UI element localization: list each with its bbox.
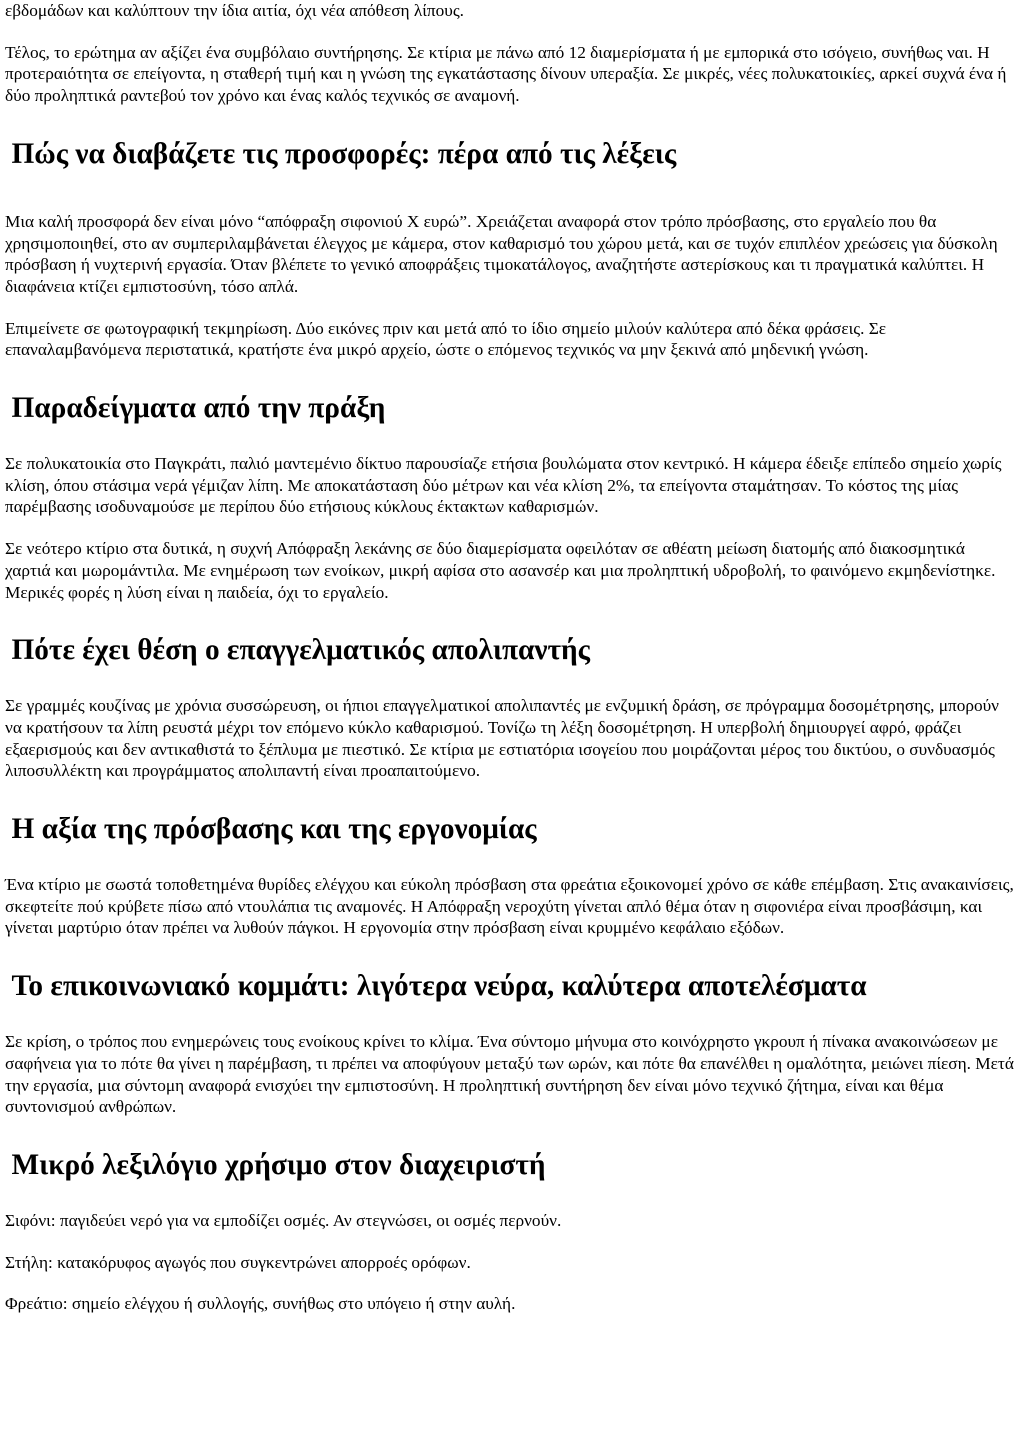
paragraph-continuation: εβδομάδων και καλύπτουν την ίδια αιτία, όχι νέα απόθεση λίπους.: [5, 1, 465, 20]
section-heading-reading-offers: Πώς να διαβάζετε τις προσφορές: πέρα από τις λέξεις: [11, 137, 677, 170]
paragraph: Σε πολυκατοικία στο Παγκράτι, παλιό μαντεμένιο δίκτυο παρουσίαζε ετήσια βουλώματα στον κεντρικό. Η κάμερα έδειξε επίπεδο σημείο χωρίς κλίση, όπου στάσιμα νερά γέμιζαν λίπη. Με αποκατάσταση δύο μέτρων και νέα κλίση 2%, τα επείγοντα σταμάτησαν. Το κόστος της μίας παρέμβασης ισοδυναμούσε με περίπου δύο ετήσιους κύκλους έκτακτων καθαρισμών.: [5, 454, 1002, 517]
section-heading-degreaser: Πότε έχει θέση ο επαγγελματικός απολιπαντής: [11, 634, 590, 667]
section-heading-practice-examples: Παραδείγματα από την πράξη: [11, 392, 386, 425]
paragraph: Μια καλή προσφορά δεν είναι μόνο “απόφραξη σιφονιού X ευρώ”. Χρειάζεται αναφορά στον τρόπο πρόσβασης, στο εργαλείο που θα χρησιμοποιηθεί, στο αν συμπεριλαμβάνεται έλεγχος με κάμερα, στον καθαρισμό του χώρου μετά, και σε τυχόν επιπλέον χρεώσεις για δύσκολη πρόσβαση ή νυχτερινή εργασία. Όταν βλέπετε το γενικό αποφράξεις τιμοκατάλογος, αναζητήστε αστερίσκους και τι πραγματικά καλύπτει. Η διαφάνεια κτίζει εμπιστοσύνη, τόσο απλά.: [5, 211, 998, 296]
glossary-item-stack: Στήλη: κατακόρυφος αγωγός που συγκεντρώνει απορροές ορόφων.: [5, 1252, 471, 1272]
paragraph: Σε κρίση, ο τρόπος που ενημερώνεις τους ενοίκους κρίνει το κλίμα. Ένα σύντομο μήνυμα στο κοινόχρηστο γκρουπ ή πίνακα ανακοινώσεων με σαφήνεια για το πότε θα γίνει η παρέμβαση, τι πρέπει να αποφύγουν μεταξύ των ωρών, και πότε θα επανέλθει η ομαλότητα, μειώνει πίεση. Μετά την εργασία, μια σύντομη αναφορά ενισχύει την εμπιστοσύνη. Η προληπτική συντήρηση δεν είναι μόνο τεχνικό ζήτημα, είναι και θέμα συντονισμού ανθρώπων.: [5, 1032, 1014, 1117]
section-heading-access-ergonomics: Η αξία της πρόσβασης και της εργονομίας: [11, 813, 537, 846]
glossary-item-manhole: Φρεάτιο: σημείο ελέγχου ή συλλογής, συνήθως στο υπόγειο ή στην αυλή.: [5, 1294, 516, 1314]
article-body: [5, 0, 1014, 1315]
intro-paragraph: Τέλος, το ερώτημα αν αξίζει ένα συμβόλαιο συντήρησης. Σε κτίρια με πάνω από 12 διαμερίσματα ή με εμπορικά στο ισόγειο, συνήθως ναι. Η προτεραιότητα σε επείγοντα, η σταθερή τιμή και η γνώση της εγκατάστασης δίνουν υπεραξία. Σε μικρές, νέες πολυκατοικίες, αρκεί συχνά ένα ή δύο προληπτικά ραντεβού τον χρόνο και ένας καλός τεχνικός σε αναμονή.: [5, 42, 1007, 106]
paragraph: Σε νεότερο κτίριο στα δυτικά, η συχνή Απόφραξη λεκάνης σε δύο διαμερίσματα οφειλόταν σε αθέατη μείωση διατομής από διακοσμητικά χαρτιά και μωρομάντιλα. Με ενημέρωση των ενοίκων, μικρή αφίσα στο ασανσέρ και μια προληπτική υδροβολή, το φαινόμενο εκμηδενίστηκε. Μερικές φορές η λύση είναι η παιδεία, όχι το εργαλείο.: [5, 539, 996, 602]
section-heading-glossary: Μικρό λεξιλόγιο χρήσιμο στον διαχειριστή: [11, 1148, 546, 1181]
paragraph: Ένα κτίριο με σωστά τοποθετημένα θυρίδες ελέγχου και εύκολη πρόσβαση στα φρεάτια εξοικονομεί χρόνο σε κάθε επέμβαση. Στις ανακαινίσεις, σκεφτείτε πού κρύβετε πίσω από ντουλάπια τις αναμονές. Η Απόφραξη νεροχύτη γίνεται απλό θέμα όταν η σιφονιέρα είναι προσβάσιμη, και γίνεται μαρτύριο όταν πρέπει να λυθούν πάγκοι. Η εργονομία στην πρόσβαση είναι κρυμμένο κεφάλαιο εξόδων.: [5, 875, 1014, 938]
section-heading-communication: Το επικοινωνιακό κομμάτι: λιγότερα νεύρα, καλύτερα αποτελέσματα: [11, 970, 867, 1003]
paragraph: Σε γραμμές κουζίνας με χρόνια συσσώρευση, οι ήπιοι επαγγελματικοί απολιπαντές με ενζυμική δράση, σε πρόγραμμα δοσομέτρησης, μπορούν να κρατήσουν τα λίπη ρευστά μέχρι τον επόμενο κύκλο καθαρισμού. Τονίζω τη λέξη δοσομέτρηση. Η υπερβολή δημιουργεί αφρό, φράζει εξαερισμούς και δεν αντικαθιστά το ξέπλυμα με πιεστικό. Σε κτίρια με εστιατόρια ισογείου που μοιράζονται μέρος του δικτύου, ο συνδυασμός λιποσυλλέκτη και προγράμματος απολιπαντή είναι προαπαιτούμενο.: [5, 696, 1000, 781]
glossary-item-siphon: Σιφόνι: παγιδεύει νερό για να εμποδίζει οσμές. Αν στεγνώσει, οι οσμές περνούν.: [5, 1210, 562, 1230]
paragraph: Επιμείνετε σε φωτογραφική τεκμηρίωση. Δύο εικόνες πριν και μετά από το ίδιο σημείο μιλούν καλύτερα από δέκα φράσεις. Σε επαναλαμβανόμενα περιστατικά, κρατήστε ένα μικρό αρχείο, ώστε ο επόμενος τεχνικός να μην ξεκινά από μηδενική γνώση.: [5, 318, 887, 360]
